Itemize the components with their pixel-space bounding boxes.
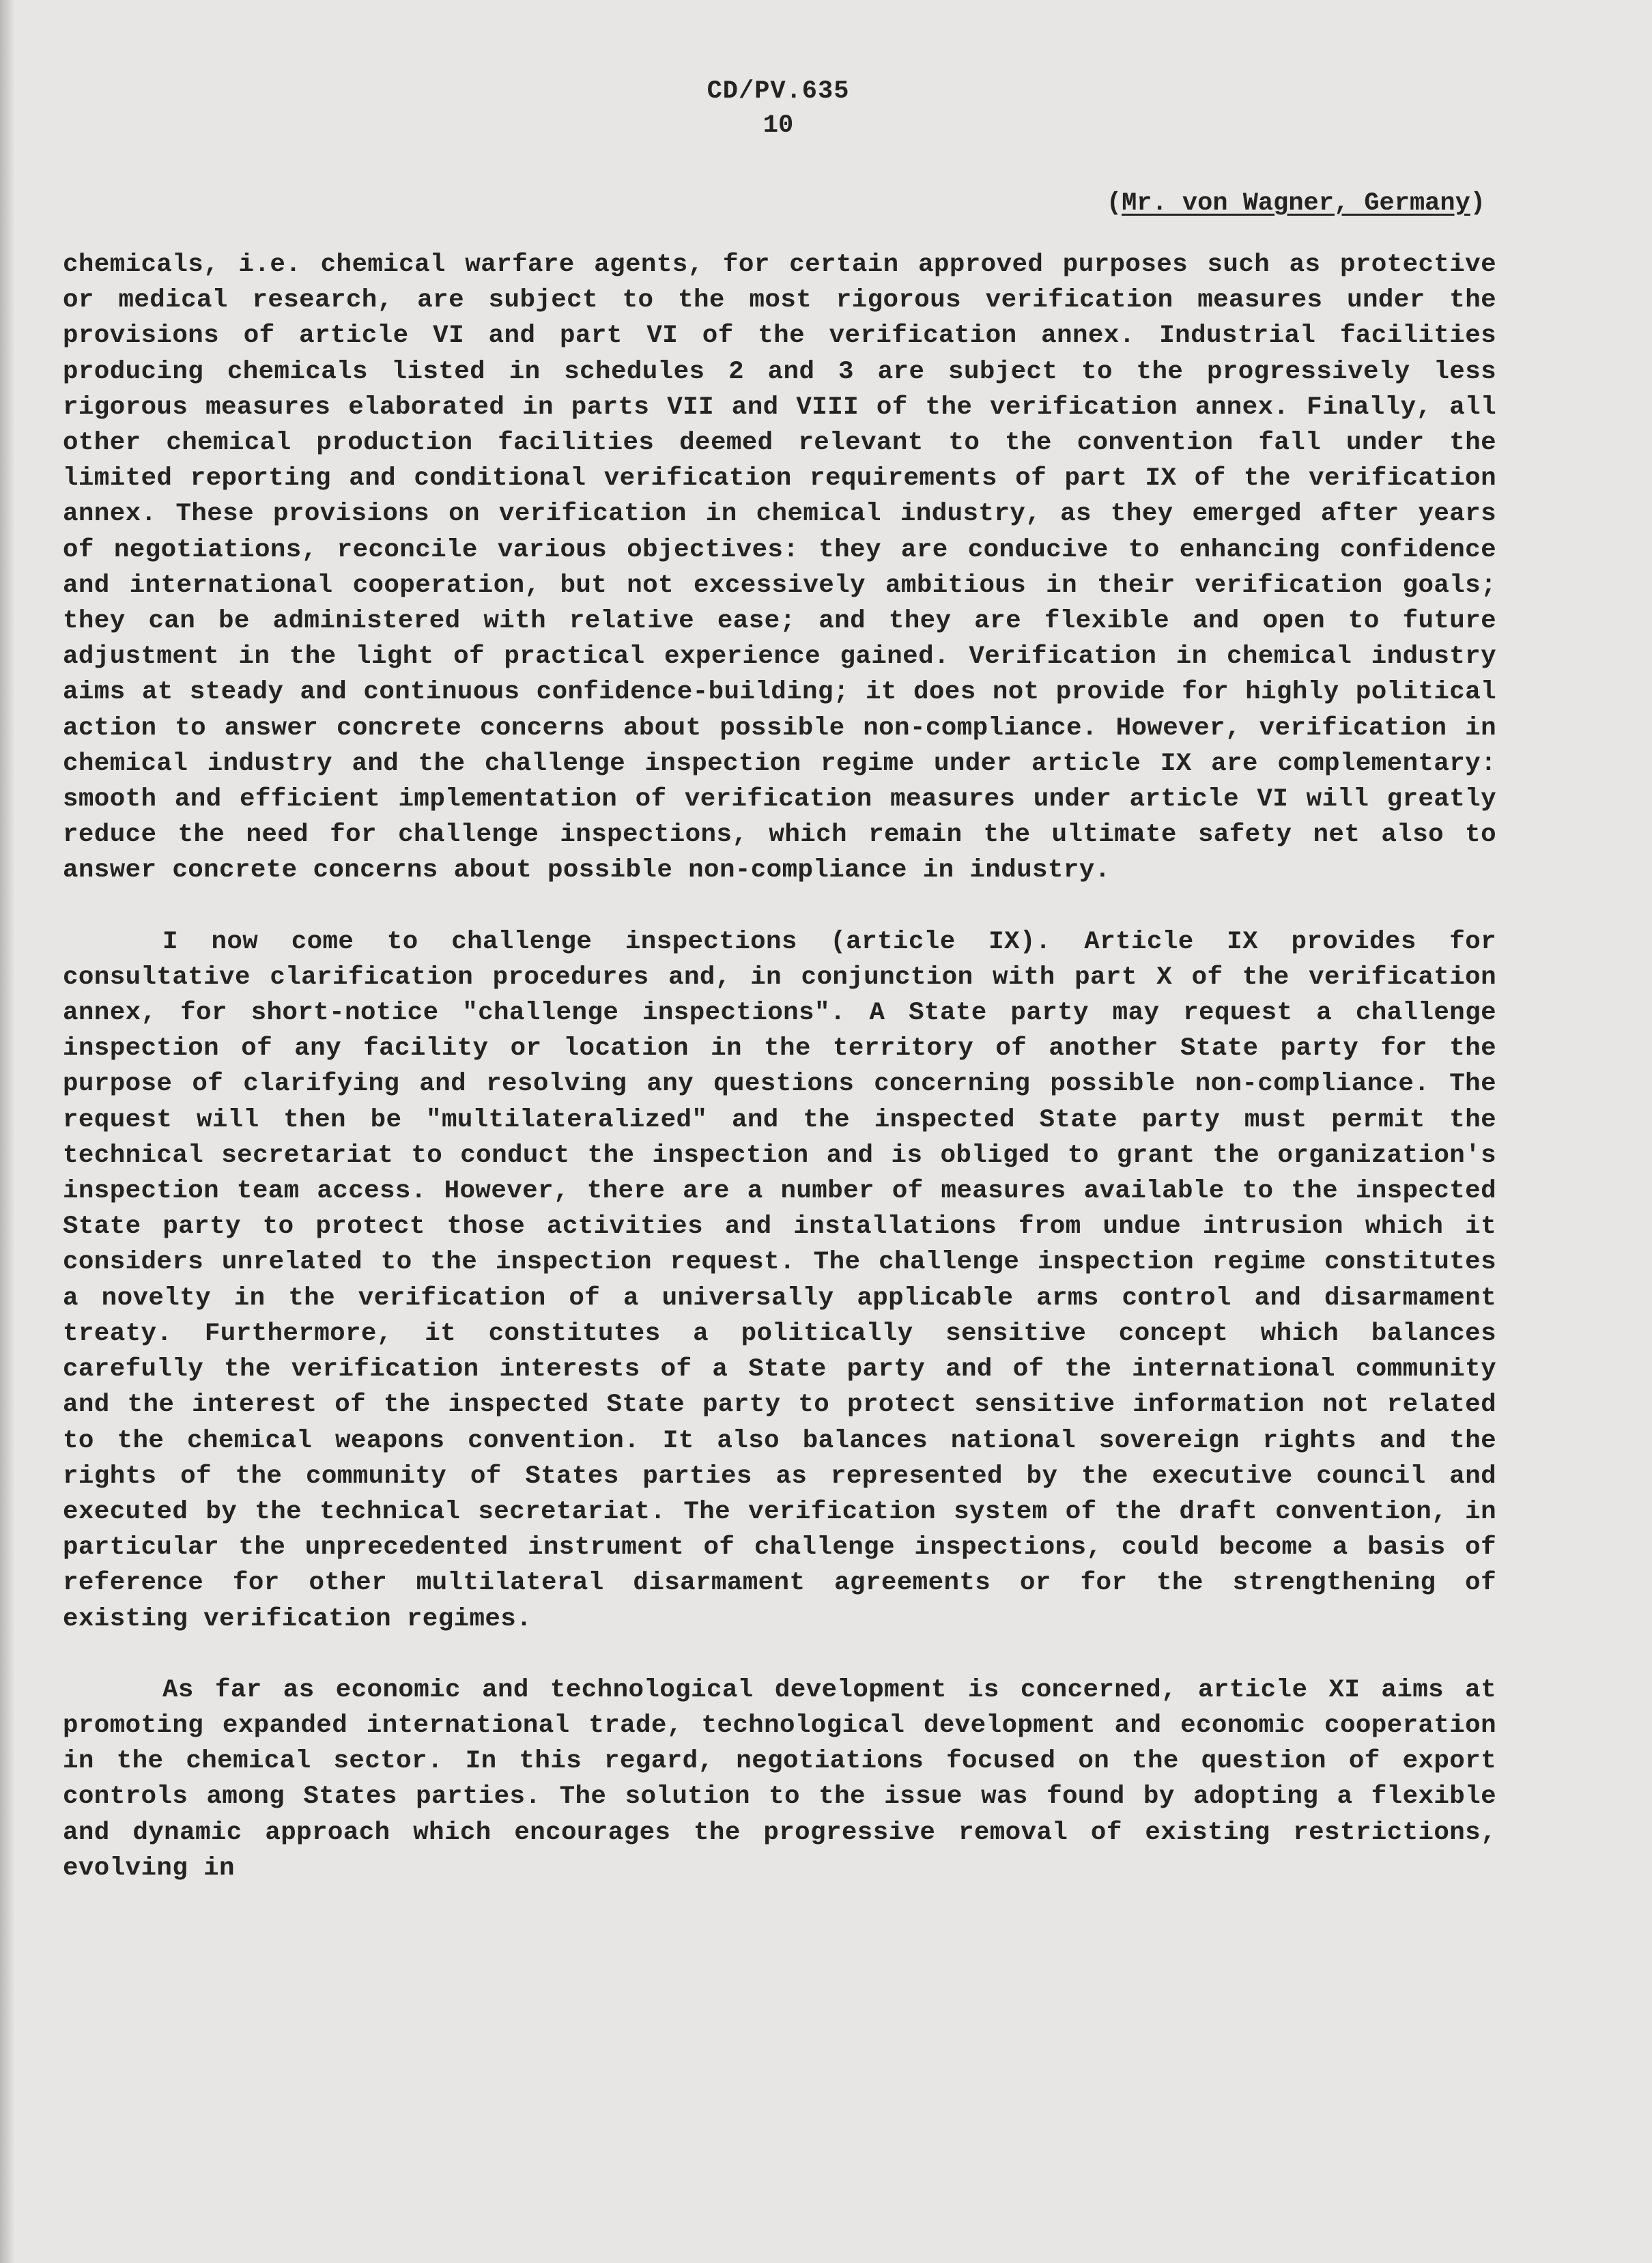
page-number: 10: [763, 111, 794, 140]
speaker-close-paren: ): [1470, 189, 1485, 218]
paragraph-challenge-inspections: I now come to challenge inspections (article IX). Article IX provides for consultative clarification procedures and, in conjunction with part X of the verification annex, for short-notice "challenge inspections". A State party may request a challenge inspection of any facility or location in the territory of another State party for the purpose of clarifying and resolving any questions concerning possible non-compliance. The request will then be "multilateralized" and the inspected State party must permit the technical secretariat to conduct the inspection and is obliged to grant the organization's inspection team access. However, there are a number of measures available to the inspected State party to protect those activities and installations from undue intrusion which it considers unrelated to the inspection request. The challenge inspection regime constitutes a novelty in the verification of a universally applicable arms control and disarmament treaty. Furthermore, it constitutes a politically sensitive concept which balances carefully the verification interests of a State party and of the international community and the interest of the inspected State party to protect sensitive information not related to the chemical weapons convention. It also balances national sovereign rights and the rights of the community of States parties as represented by the executive council and executed by the technical secretariat. The verification system of the draft convention, in particular the unprecedented instrument of challenge inspections, could become a basis of reference for other multilateral disarmament agreements or for the strengthening of existing verification regimes.: [63, 927, 1496, 1634]
document-symbol: CD/PV.635: [707, 77, 850, 106]
body-text: [63, 247, 1496, 1922]
paragraph-verification-industry: chemicals, i.e. chemical warfare agents, for certain approved purposes such as protective or medical research, are subject to the most rigorous verification measures under the provisions of article VI and part VI of the verification annex. Industrial facilities producing chemicals listed in schedules 2 and 3 are subject to the progressively less rigorous measures elaborated in parts VII and VIII of the verification annex. Finally, all other chemical production facilities deemed relevant to the convention fall under the limited reporting and conditional verification requirements of part IX of the verification annex. These provisions on verification in chemical industry, as they emerged after years of negotiations, reconcile various objectives: they are conducive to enhancing confidence and international cooperation, but not excessively ambitious in their verification goals; they can be administered with relative ease; and they are flexible and open to future adjustment in the light of practical experience gained. Verification in chemical industry aims at steady and continuous confidence-building; it does not provide for highly political action to answer concrete concerns about possible non-compliance. However, verification in chemical industry and the challenge inspection regime under article IX are complementary: smooth and efficient implementation of verification measures under article VI will greatly reduce the need for challenge inspections, which remain the ultimate safety net also to answer concrete concerns about possible non-compliance in industry.: [63, 251, 1496, 885]
paragraph-economic-development: As far as economic and technological development is concerned, article XI aims at promoting expanded international trade, technological development and economic cooperation in the chemical sector. In this regard, negotiations focused on the question of export controls among States parties. The solution to the issue was found by adopting a flexible and dynamic approach which encourages the progressive removal of existing restrictions, evolving in: [63, 1675, 1496, 1883]
speaker-attribution: [1107, 186, 1485, 221]
scan-edge-shadow: [0, 0, 15, 2263]
speaker-name: Mr. von Wagner, Germany: [1122, 189, 1470, 218]
speaker-open-paren: (: [1106, 189, 1122, 218]
